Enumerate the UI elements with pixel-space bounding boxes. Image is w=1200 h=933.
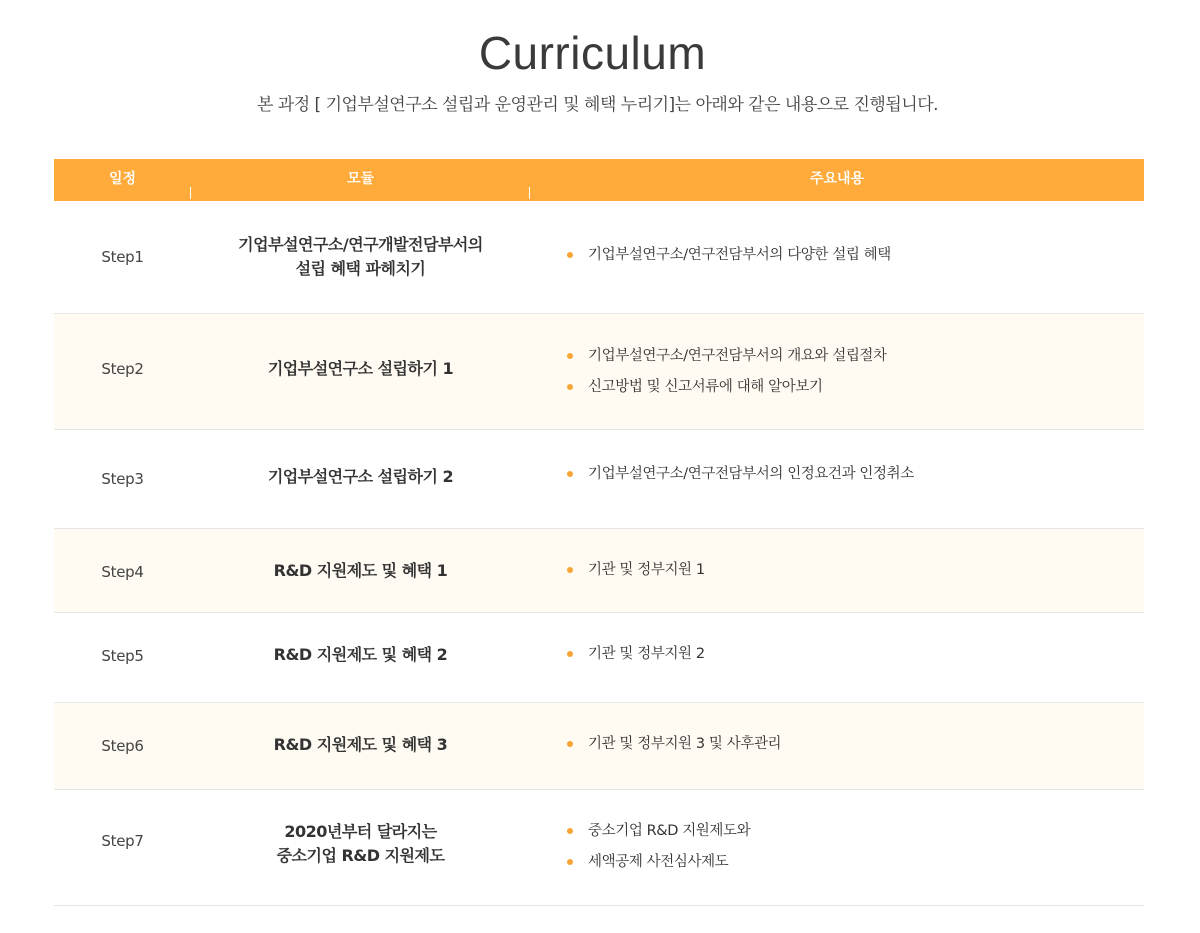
step-label: Step7 [101, 832, 144, 850]
list-item [564, 733, 1144, 764]
step-label: Step3 [101, 470, 144, 488]
bullet-icon [567, 353, 573, 359]
module-title [191, 733, 530, 757]
list-item-text: 신고방법 및 신고서류에 대해 알아보기 [588, 379, 823, 395]
bullet-icon [567, 384, 573, 390]
list-item-text: 기업부설연구소/연구전담부서의 다양한 설립 혜택 [588, 247, 891, 263]
content-list [564, 345, 1144, 407]
table-row [54, 529, 1144, 613]
bullet-icon [567, 567, 573, 573]
table-row [54, 613, 1144, 703]
list-item-text: 기관 및 정부지원 2 [588, 646, 705, 662]
module-title [191, 559, 530, 583]
module-title [191, 233, 530, 281]
module-title-line: R&D 지원제도 및 혜택 3 [273, 735, 448, 754]
table-row [54, 790, 1144, 906]
page-title: Curriculum [478, 27, 707, 79]
list-item-text: 기관 및 정부지원 1 [588, 562, 705, 578]
module-title-line: R&D 지원제도 및 혜택 2 [273, 645, 448, 664]
module-title [191, 643, 530, 667]
curriculum-table [54, 159, 1144, 906]
step-label: Step2 [101, 360, 144, 378]
table-row [54, 703, 1144, 790]
module-title-line: 기업부설연구소/연구개발전담부서의 [238, 235, 483, 254]
content-list [564, 244, 1144, 275]
list-item-text: 중소기업 R&D 지원제도와 [588, 823, 751, 839]
content-list [564, 733, 1144, 764]
header-schedule: 일정 [108, 171, 137, 187]
module-title [191, 820, 530, 868]
bullet-icon [567, 741, 573, 747]
step-label: Step1 [101, 248, 144, 266]
module-title-line: 중소기업 R&D 지원제도 [276, 846, 445, 865]
module-title-line: 2020년부터 달라지는 [284, 822, 437, 841]
bullet-icon [567, 252, 573, 258]
module-title-line: 설립 혜택 파헤치기 [295, 259, 426, 278]
table-row [54, 314, 1144, 430]
list-item [564, 820, 1144, 851]
table-header [54, 159, 1144, 201]
list-item-text: 기관 및 정부지원 3 및 사후관리 [588, 736, 782, 752]
list-item-text: 세액공제 사전심사제도 [588, 854, 729, 870]
step-label: Step4 [101, 563, 144, 581]
module-title [191, 465, 530, 489]
module-title-line: R&D 지원제도 및 혜택 1 [273, 561, 448, 580]
content-list [564, 463, 1144, 494]
list-item-text: 기업부설연구소/연구전담부서의 개요와 설립절차 [588, 348, 887, 364]
table-row [54, 430, 1144, 529]
module-title [191, 357, 530, 381]
list-item [564, 559, 1144, 590]
bullet-icon [567, 651, 573, 657]
bullet-icon [567, 859, 573, 865]
bullet-icon [567, 471, 573, 477]
list-item [564, 463, 1144, 494]
header-module: 모듈 [346, 171, 375, 187]
list-item-text: 기업부설연구소/연구전담부서의 인정요건과 인정취소 [588, 466, 914, 482]
list-item [564, 643, 1144, 674]
module-title-line: 기업부설연구소 설립하기 1 [267, 359, 454, 378]
list-item [564, 851, 1144, 882]
page-subtitle: 본 과정 [ 기업부설연구소 설립과 운영관리 및 혜택 누리기]는 아래와 같은 내용으로 진행됩니다. [256, 95, 939, 115]
list-item [564, 345, 1144, 376]
step-label: Step5 [101, 647, 144, 665]
bullet-icon [567, 828, 573, 834]
content-list [564, 559, 1144, 590]
list-item [564, 376, 1144, 407]
content-list [564, 643, 1144, 674]
table-row [54, 201, 1144, 314]
header-content: 주요내용 [809, 171, 865, 187]
module-title-line: 기업부설연구소 설립하기 2 [267, 467, 454, 486]
list-item [564, 244, 1144, 275]
content-list [564, 820, 1144, 882]
step-label: Step6 [101, 737, 144, 755]
